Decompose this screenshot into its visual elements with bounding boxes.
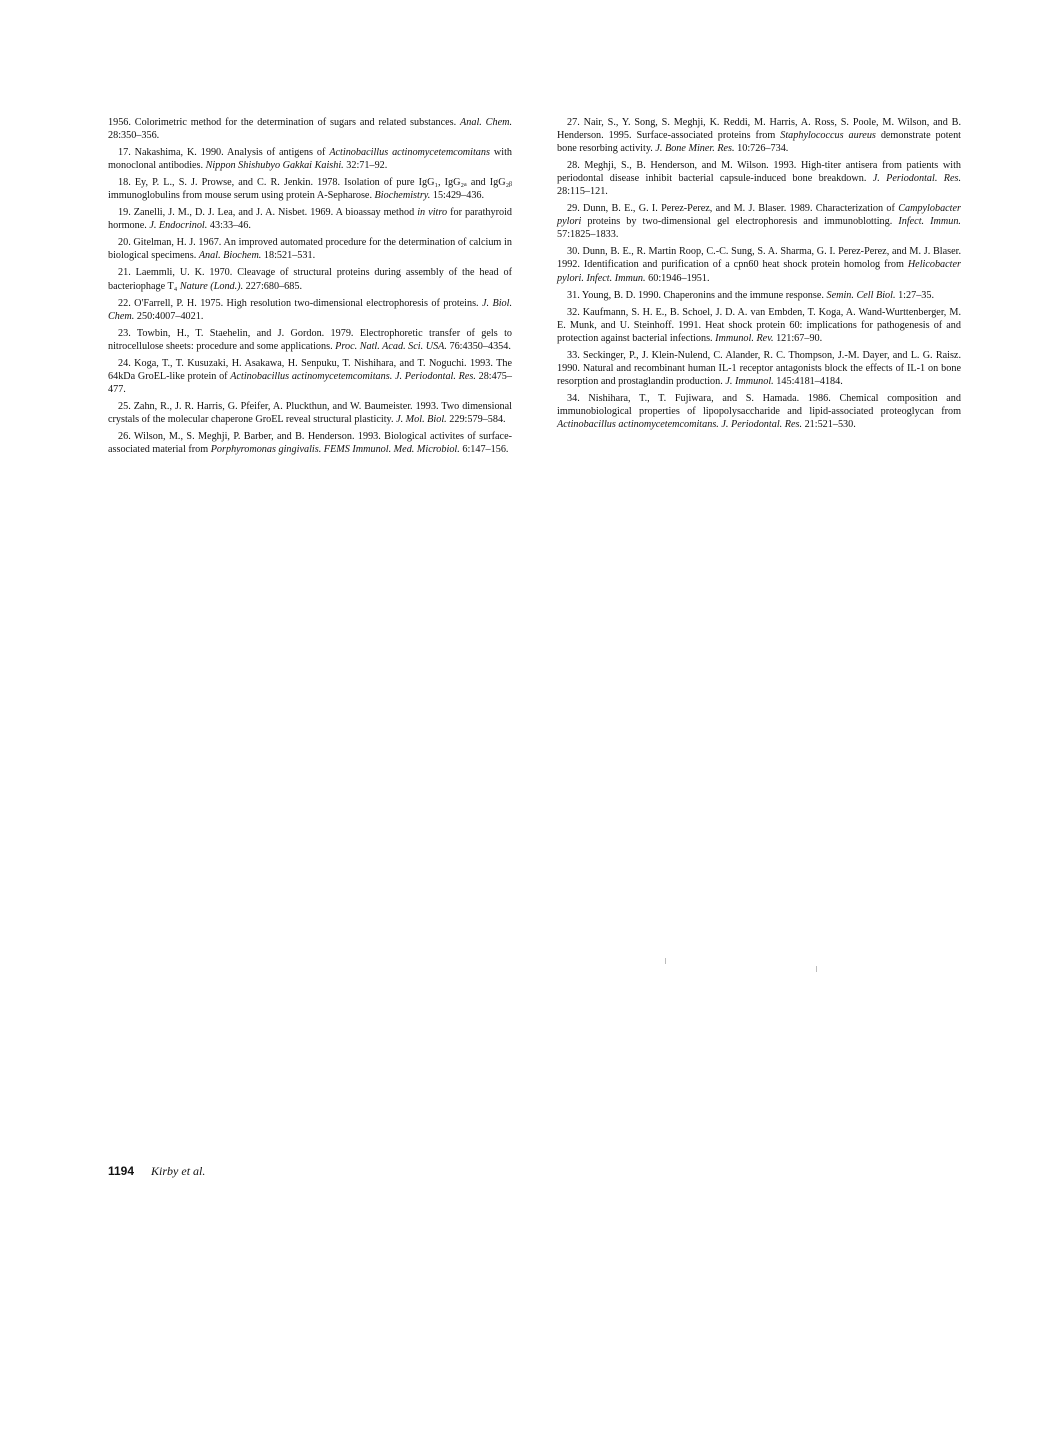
reference-21: 21. Laemmli, U. K. 1970. Cleavage of structural proteins during assembly of the head of bacteriophage T₄ Nature (Lond.). 227:680–685. [108,267,512,292]
reference-22: 22. O'Farrell, P. H. 1975. High resolution two-dimensional electrophoresis of proteins. J. Biol. Chem. 250:4007–4021. [108,297,513,322]
references-right-column [557,116,961,435]
page-footer [108,1164,205,1179]
reference-29: 29. Dunn, B. E., G. I. Perez-Perez, and M. J. Blaser. 1989. Characterization of Campylobacter pylori proteins by two-dimensional gel electrophoresis and immunoblotting. Infect. Immun. 57:1825–1833. [557,203,961,241]
running-author: Kirby et al. [151,1164,206,1178]
reference-28: 28. Meghji, S., B. Henderson, and M. Wilson. 1993. High-titer antisera from patients with periodontal disease inhibit bacterial capsule-induced bone breakdown. J. Periodontal. Res. 28:115–121. [557,160,961,198]
reference-19: 19. Zanelli, J. M., D. J. Lea, and J. A. Nisbet. 1969. A bioassay method in vitro for parathyroid hormone. J. Endocrinol. 43:33–46. [108,207,512,232]
page-number: 1194 [108,1164,135,1178]
reference-18: 18. Ey, P. L., S. J. Prowse, and C. R. Jenkin. 1978. Isolation of pure IgG₁, IgG₂ₐ and IgG₂ᵦ immunoglobulins from mouse serum using protein A-Sepharose. Biochemistry. 15:429–436. [108,177,512,202]
reference-25: 25. Zahn, R., J. R. Harris, G. Pfeifer, A. Pluckthun, and W. Baumeister. 1993. Two dimensional crystals of the molecular chaperone GroEL reveal structural plasticity. J. Mol. Biol. 229:579–584. [108,400,512,425]
reference-23: 23. Towbin, H., T. Staehelin, and J. Gordon. 1979. Electrophoretic transfer of gels to nitrocellulose sheets: procedure and some applications. Proc. Natl. Acad. Sci. USA. 76:4350–4354. [108,327,512,352]
reference-17: 17. Nakashima, K. 1990. Analysis of antigens of Actinobacillus actinomycetemcomitans with monoclonal antibodies. Nippon Shishubyo Gakkai Kaishi. 32:71–92. [108,147,512,172]
reference-30: 30. Dunn, B. E., R. Martin Roop, C.-C. Sung, S. A. Sharma, G. I. Perez-Perez, and M. J. Blaser. 1992. Identification and purification of a cpn60 heat shock protein homolog from Helicobacter pylori. Infect. Immun. 60:1946–1951. [557,246,961,284]
reference-26: 26. Wilson, M., S. Meghji, P. Barber, and B. Henderson. 1993. Biological activites of surface-associated material from Porphyromonas gingivalis. FEMS Immunol. Med. Microbiol. 6:147–156. [108,430,512,456]
reference-33: 33. Seckinger, P., J. Klein-Nulend, C. Alander, R. C. Thompson, J.-M. Dayer, and L. G. Raisz. 1990. Natural and recombinant human IL-1 receptor antagonists block the effects of IL-1 on bone resorption and prostaglandin production. J. Immunol. 145:4181–4184. [557,349,961,387]
references-left-column [108,116,512,460]
reference-34: 34. Nishihara, T., T. Fujiwara, and S. Hamada. 1986. Chemical composition and immunobiological properties of lipopolysaccharide and lipid-associated proteoglycan from Actinobacillus actinomycetemcomitans. J. Periodontal. Res. 21:521–530. [557,392,961,430]
scan-speck [665,958,666,964]
scan-speck [816,966,817,972]
reference-cont: 1956. Colorimetric method for the determination of sugars and related substances. Anal. Chem. 28:350–356. [108,117,512,142]
reference-24: 24. Koga, T., T. Kusuzaki, H. Asakawa, H. Senpuku, T. Nishihara, and T. Noguchi. 1993. The 64kDa GroEL-like protein of Actinobacillus actinomycetemcomitans. J. Periodontal. Res. 28:475–477. [108,357,512,395]
reference-20: 20. Gitelman, H. J. 1967. An improved automated procedure for the determination of calcium in biological specimens. Anal. Biochem. 18:521–531. [108,237,512,262]
reference-32: 32. Kaufmann, S. H. E., B. Schoel, J. D. A. van Embden, T. Koga, A. Wand-Wurttenberger, M. E. Munk, and U. Steinhoff. 1991. Heat shock protein 60: implications for pathogenesis of and protection against bacterial infections. Immunol. Rev. 121:67–90. [557,306,961,344]
reference-27: 27. Nair, S., Y. Song, S. Meghji, K. Reddi, M. Harris, A. Ross, S. Poole, M. Wilson, and B. Henderson. 1995. Surface-associated proteins from Staphylococcus aureus demonstrate potent bone resorbing activity. J. Bone Miner. Res. 10:726–734. [557,117,961,155]
reference-31: 31. Young, B. D. 1990. Chaperonins and the immune response. Semin. Cell Biol. 1:27–35. [567,289,935,301]
